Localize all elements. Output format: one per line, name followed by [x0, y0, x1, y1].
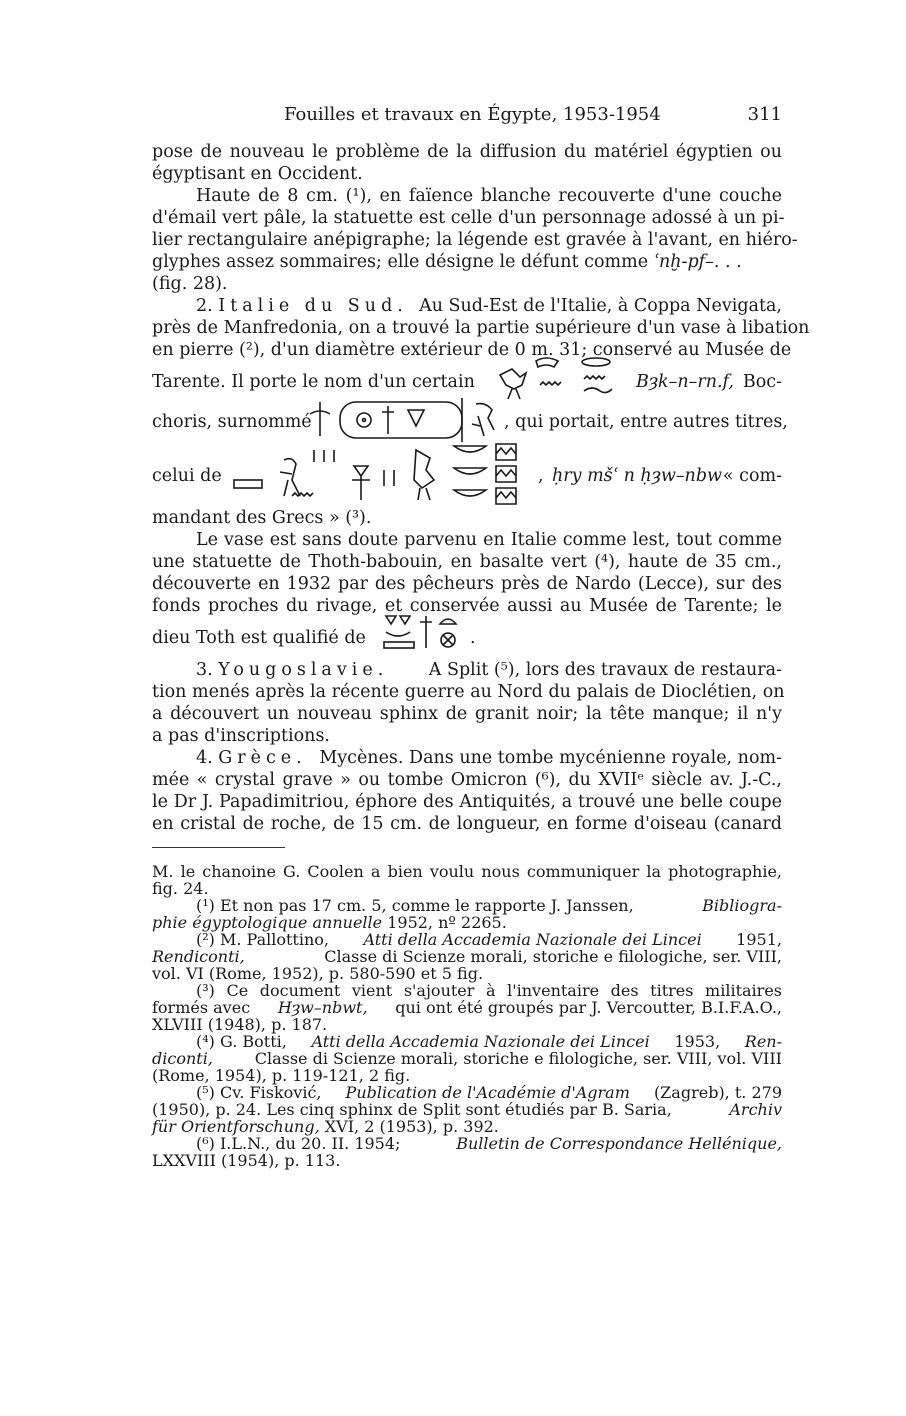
footnote-text: 1951,: [736, 930, 782, 949]
body-line: a découvert un nouveau sphinx de granit noir; la tête manque; il n'y: [152, 704, 782, 724]
footnote-line: (Rome, 1954), p. 119-121, 2 fig.: [152, 1066, 411, 1085]
footnote-citation: Rendiconti,: [152, 947, 245, 966]
body-text: ,: [538, 466, 544, 486]
body-text: glyphes assez sommaires; elle désigne le défunt comme: [152, 252, 649, 272]
body-text: Au Sud-Est de l'Italie, à Coppa Nevigata,: [419, 296, 782, 316]
body-line: choris, surnommé: [152, 412, 312, 432]
footnote-1: [196, 897, 782, 914]
section-number: 4.: [196, 748, 213, 768]
footnote-2: [196, 931, 782, 948]
section-title-yougoslavie: Yougoslavie.: [218, 660, 389, 680]
footnote-line: [152, 1118, 782, 1135]
footnote-text: qui ont été groupés par J. Vercoutter, B.I.F.A.O.,: [395, 998, 782, 1017]
running-title: Fouilles et travaux en Égypte, 1953-1954: [284, 104, 661, 125]
body-line: une statuette de Thoth-babouin, en basalte vert (⁴), haute de 35 cm.,: [152, 552, 782, 572]
footnote-6: [196, 1135, 782, 1152]
body-text: Mycènes. Dans une tombe mycénienne royale, nom-: [319, 748, 782, 768]
footnote-line: [152, 1101, 782, 1118]
body-line: d'émail vert pâle, la statuette est celle d'un personnage adossé à un pi-: [152, 208, 785, 228]
footnote-text: (⁴) G. Botti,: [196, 1032, 287, 1051]
body-line: tion menés après la récente guerre au Nord du palais de Dioclétien, on: [152, 682, 785, 702]
footnote-line: XLVIII (1948), p. 187.: [152, 1015, 328, 1034]
footnote-line: [152, 948, 782, 965]
body-line: pose de nouveau le problème de la diffusion du matériel égyptien ou: [152, 142, 782, 162]
body-line: a pas d'inscriptions.: [152, 726, 330, 746]
footnote-citation: Hȝw–nbwt,: [277, 998, 368, 1017]
body-line: le Dr J. Papadimitriou, éphore des Antiquités, a trouvé une belle coupe: [152, 792, 782, 812]
section-heading-line: [196, 659, 782, 681]
footnote-rule: [152, 847, 285, 848]
footnote-citation: Archiv: [729, 1100, 782, 1119]
footnote-citation: für Orientforschung,: [152, 1117, 320, 1136]
body-line: Le vase est sans doute parvenu en Italie comme lest, tout comme: [196, 530, 782, 550]
footnote-citation: Bibliogra-: [702, 896, 782, 915]
footnote-text: 1952, nº 2265.: [387, 913, 507, 932]
footnote-citation: Ren-: [744, 1032, 782, 1051]
footnote-line: M. le chanoine G. Coolen a bien voulu nous communiquer la photographie,: [152, 862, 782, 881]
body-text: A Split (⁵), lors des travaux de restaura-: [428, 660, 782, 680]
footnote-text: Classe di Scienze morali, storiche e filologiche, ser. VIII, vol. VIII: [254, 1049, 782, 1068]
footnote-line: [152, 999, 782, 1016]
section-heading-line: [196, 295, 782, 317]
body-text: Boc-: [742, 372, 782, 392]
footnote-line: LXXVIII (1954), p. 113.: [152, 1151, 341, 1170]
body-line: près de Manfredonia, on a trouvé la partie supérieure d'un vase à libation: [152, 318, 810, 338]
body-line: [152, 251, 782, 273]
footnote-line: [152, 1050, 782, 1067]
footnote-text: Classe di Scienze morali, storiche e filologiche, ser. VIII,: [324, 947, 782, 966]
body-line: dieu Toth est qualifié de: [152, 628, 366, 648]
section-number: 3.: [196, 660, 213, 680]
hieroglyph-title: [234, 440, 540, 506]
body-line: mée « crystal grave » ou tombe Omicron (⁶), du XVIIᵉ siècle av. J.-C.,: [152, 770, 782, 790]
footnote-text: formés avec: [152, 998, 251, 1017]
page-number: 311: [747, 104, 782, 125]
section-number: 2.: [196, 296, 213, 316]
hieroglyph-bknrnf: [496, 355, 626, 401]
transliteration: ḥry mšʿ n ḥȝw–nbw: [552, 466, 723, 486]
body-line: celui de: [152, 466, 222, 486]
footnote-text: 1953,: [674, 1032, 721, 1051]
footnote-line: [152, 914, 782, 931]
body-line: en pierre (²), d'un diamètre extérieur de 0 m. 31; conservé au Musée de: [152, 340, 792, 360]
footnote-citation: phie égyptologique annuelle: [152, 913, 383, 932]
transliteration: Bȝk–n–rn.f,: [636, 372, 734, 392]
body-text: .: [470, 628, 476, 648]
body-line: en cristal de roche, de 15 cm. de longueur, en forme d'oiseau (canard: [152, 814, 782, 834]
body-line: lier rectangulaire anépigraphe; la légende est gravée à l'avant, en hiéro-: [152, 230, 798, 250]
footnote-text: (²) M. Pallottino,: [196, 930, 329, 949]
footnote-text: (⁶) I.L.N., du 20. II. 1954;: [196, 1134, 401, 1153]
footnote-citation: Publication de l'Académie d'Agram: [345, 1083, 630, 1102]
footnote-3: (³) Ce document vient s'ajouter à l'inventaire des titres militaires: [196, 981, 782, 1000]
body-line: Tarente. Il porte le nom d'un certain: [152, 372, 475, 392]
body-line: mandant des Grecs » (³).: [152, 508, 372, 528]
footnote-text: (⁵) Cv. Fisković,: [196, 1083, 322, 1102]
body-line: fonds proches du rivage, et conservée aussi au Musée de Tarente; le: [152, 596, 782, 616]
footnote-line: fig. 24.: [152, 879, 209, 898]
footnote-citation: Atti della Accademia Nazionale dei Lincei: [363, 930, 702, 949]
section-heading-line: [196, 747, 782, 769]
body-text: , qui portait, entre autres titres,: [504, 412, 788, 432]
section-title-italie: Italie du Sud.: [218, 296, 408, 316]
footnote-citation: Atti della Accademia Nazionale dei Lincei: [311, 1032, 650, 1051]
footnote-text: (¹) Et non pas 17 cm. 5, comme le rapporte J. Janssen,: [196, 896, 634, 915]
running-header: [152, 104, 782, 128]
body-text: « com-: [722, 466, 782, 486]
section-title-grece: Grèce.: [218, 748, 307, 768]
body-line: découverte en 1932 par des pêcheurs près de Nardo (Lecce), sur des: [152, 574, 782, 594]
body-line: (fig. 28).: [152, 274, 228, 294]
footnote-citation: diconti,: [152, 1049, 213, 1068]
footnote-5: [196, 1084, 782, 1101]
cartouche-bocchoris: [308, 396, 508, 442]
body-line: égyptisant en Occident.: [152, 164, 363, 184]
transliteration: ʿnḫ-pf–. . .: [653, 252, 742, 272]
footnote-citation: Bulletin de Correspondance Hellénique,: [456, 1134, 782, 1153]
body-line: Haute de 8 cm. (¹), en faïence blanche recouverte d'une couche: [196, 186, 782, 206]
footnote-text: (1950), p. 24. Les cinq sphinx de Split sont étudiés par B. Saria,: [152, 1100, 672, 1119]
footnote-4: [196, 1033, 782, 1050]
footnote-text: (Zagreb), t. 279: [653, 1083, 782, 1102]
hieroglyph-thoth-epithet: [382, 612, 468, 652]
footnote-line: vol. VI (Rome, 1952), p. 580-590 et 5 fig.: [152, 964, 484, 983]
footnote-text: XVI, 2 (1953), p. 392.: [324, 1117, 499, 1136]
